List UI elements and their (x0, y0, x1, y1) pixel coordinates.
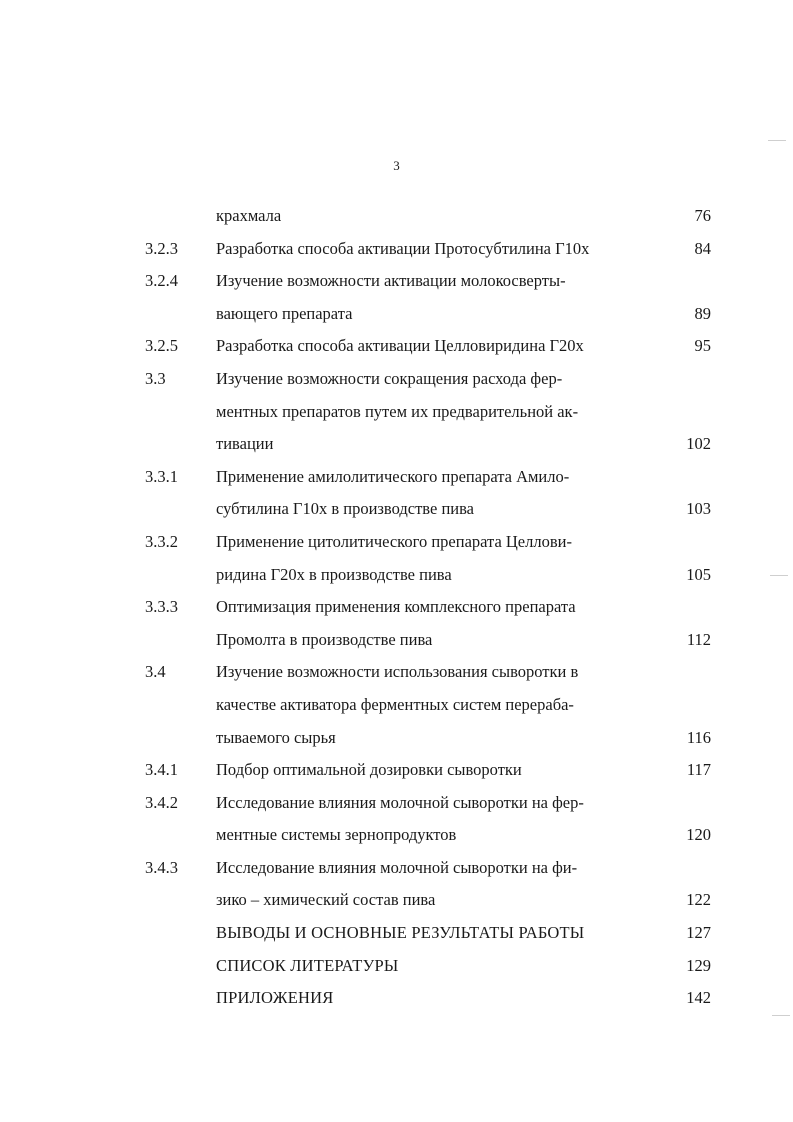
toc-line (0, 493, 793, 526)
toc-line (0, 754, 793, 787)
toc-line (0, 884, 793, 917)
toc-entry-title: тываемого сырья (216, 727, 336, 747)
toc-entry-title: субтилина Г10х в производстве пива (216, 499, 475, 519)
toc-line (0, 200, 793, 233)
toc-section-number: 3.3.3 (145, 597, 178, 617)
toc-entry-title: Промолта в производстве пива (216, 629, 433, 649)
toc-entry-title: Подбор оптимальной дозировки сыворотки (216, 760, 522, 780)
toc-entry-title: Изучение возможности сокращения расхода фер- (216, 368, 563, 388)
toc-page-number: 95 (694, 336, 711, 356)
scan-artifact (770, 575, 788, 576)
toc-line (0, 819, 793, 852)
toc-entry-title: Разработка способа активации Целловиридина Г20х (216, 336, 584, 356)
page-number: 3 (393, 158, 400, 173)
toc-entry-title: ментные системы зернопродуктов (216, 825, 457, 845)
toc-line (0, 624, 793, 657)
toc-entry-title: тивации (216, 434, 274, 454)
toc-entry-title: Изучение возможности активации молокосверты- (216, 271, 566, 291)
toc-line (0, 689, 793, 722)
toc-entry-title: Изучение возможности использования сыворотки в (216, 662, 579, 682)
toc-line (0, 526, 793, 559)
toc-line (0, 722, 793, 755)
toc-entry-title: ментных препаратов путем их предварительной ак- (216, 401, 579, 421)
toc-line (0, 982, 793, 1015)
toc-line (0, 298, 793, 331)
toc-section-number: 3.3 (145, 368, 166, 388)
toc-line (0, 363, 793, 396)
toc-section-number: 3.2.3 (145, 238, 178, 258)
toc-page-number: 89 (694, 303, 711, 323)
toc-page-number: 112 (686, 629, 711, 649)
toc-page-number: 84 (694, 238, 711, 258)
toc-section-number: 3.3.2 (145, 531, 178, 551)
toc-line (0, 950, 793, 983)
toc-section-number: 3.4 (145, 662, 166, 682)
toc-page-number: 103 (686, 499, 711, 519)
toc-page-number: 117 (686, 760, 711, 780)
toc-line (0, 591, 793, 624)
toc-page-number: 129 (686, 955, 711, 975)
toc-section-number: 3.4.2 (145, 792, 178, 812)
toc-entry-title: Исследование влияния молочной сыворотки на фи- (216, 857, 578, 877)
toc-entry-title: Разработка способа активации Протосубтилина Г10х (216, 238, 590, 258)
toc-entry-title: зико – химический состав пива (216, 890, 436, 910)
toc-line (0, 396, 793, 429)
toc-page-number: 142 (686, 988, 711, 1008)
toc-line (0, 656, 793, 689)
toc-section-number: 3.3.1 (145, 466, 178, 486)
toc-entry-title: ВЫВОДЫ И ОСНОВНЫЕ РЕЗУЛЬТАТЫ РАБОТЫ (216, 923, 585, 943)
table-of-contents (0, 200, 793, 1015)
toc-line (0, 330, 793, 363)
toc-line (0, 428, 793, 461)
toc-page-number: 116 (686, 727, 711, 747)
toc-entry-title: Оптимизация применения комплексного препарата (216, 597, 576, 617)
toc-entry-title: СПИСОК ЛИТЕРАТУРЫ (216, 955, 399, 975)
toc-page-number: 120 (686, 825, 711, 845)
toc-line (0, 787, 793, 820)
toc-entry-title: Применение амилолитического препарата Амило- (216, 466, 570, 486)
toc-line (0, 559, 793, 592)
toc-entry-title: крахмала (216, 206, 282, 225)
toc-entry-title: ридина Г20х в производстве пива (216, 564, 452, 584)
toc-entry-title: ПРИЛОЖЕНИЯ (216, 988, 334, 1008)
toc-line (0, 852, 793, 885)
toc-line (0, 461, 793, 494)
toc-line (0, 917, 793, 950)
toc-line (0, 265, 793, 298)
toc-section-number: 3.4.1 (145, 760, 178, 780)
toc-page-number: 122 (686, 890, 711, 910)
scan-artifact (768, 140, 786, 141)
toc-page-number: 105 (686, 564, 711, 584)
toc-entry-title: вающего препарата (216, 303, 353, 323)
scan-artifact (772, 1015, 790, 1016)
toc-section-number: 3.2.5 (145, 336, 178, 356)
toc-entry-title: качестве активатора ферментных систем перераба- (216, 694, 574, 714)
toc-entry-title: Применение цитолитического препарата Целлови- (216, 531, 572, 551)
toc-line (0, 233, 793, 266)
toc-page-number: 102 (686, 434, 711, 454)
toc-page-number: 76 (694, 206, 711, 225)
toc-section-number: 3.4.3 (145, 857, 178, 877)
toc-page-number: 127 (686, 923, 711, 943)
toc-entry-title: Исследование влияния молочной сыворотки на фер- (216, 792, 584, 812)
toc-section-number: 3.2.4 (145, 271, 178, 291)
